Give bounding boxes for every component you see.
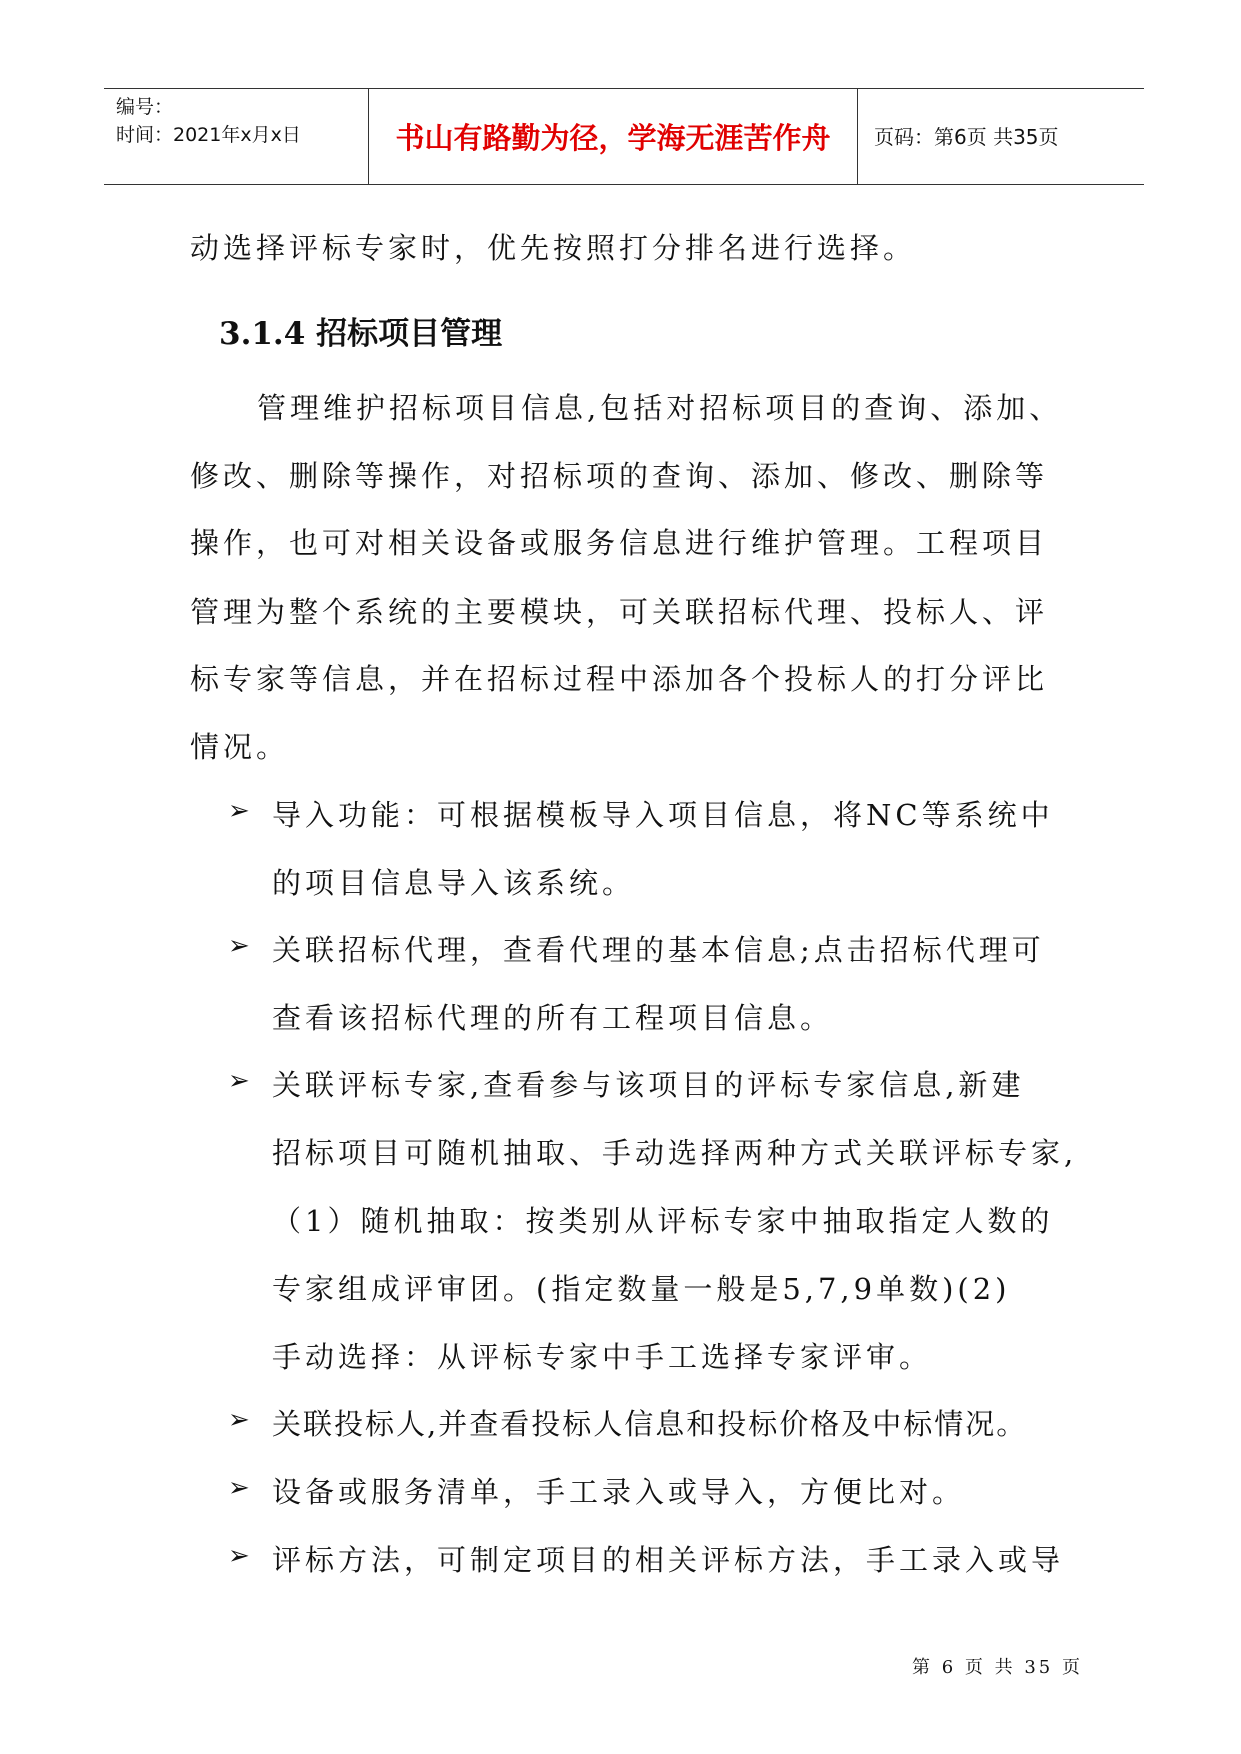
bullet-line: 评标方法，可制定项目的相关评标方法，手工录入或导: [272, 1543, 1065, 1577]
header-page-number: 页码：第6页 共35页: [874, 125, 1059, 149]
bullet-line: 专家组成评审团。(指定数量一般是5,7,9单数)(2): [272, 1272, 1011, 1306]
bullet-arrow-icon: ➢: [228, 796, 250, 826]
bullet-line: 手动选择：从评标专家中手工选择专家评审。: [272, 1340, 933, 1374]
bullet-arrow-icon: ➢: [228, 1473, 250, 1503]
page-header: [104, 88, 1144, 185]
header-meta: [116, 93, 366, 149]
bullet-line: 招标项目可随机抽取、手动选择两种方式关联评标专家,: [272, 1136, 1078, 1170]
document-time-label: 时间：2021年x月x日: [116, 124, 301, 146]
bullet-arrow-icon: ➢: [228, 1066, 250, 1096]
page-footer-number: 第 6 页 共 35 页: [912, 1657, 1083, 1678]
section-heading: 3.1.4 招标项目管理: [219, 316, 503, 352]
header-motto: 书山有路勤为径，学海无涯苦作舟: [395, 121, 831, 155]
header-divider: [368, 89, 369, 184]
bullet-arrow-icon: ➢: [228, 931, 250, 961]
bullet-line: 设备或服务清单，手工录入或导入，方便比对。: [272, 1475, 966, 1509]
document-number-label: 编号：: [116, 96, 174, 118]
paragraph-line: 管理维护招标项目信息,包括对招标项目的查询、添加、: [257, 391, 1063, 425]
bullet-line: 关联评标专家,查看参与该项目的评标专家信息,新建: [272, 1068, 1025, 1102]
header-divider: [857, 89, 858, 184]
paragraph-line: 操作，也可对相关设备或服务信息进行维护管理。工程项目: [190, 526, 1049, 560]
bullet-line: 导入功能：可根据模板导入项目信息，将NC等系统中: [272, 798, 1054, 832]
continuation-line: 动选择评标专家时，优先按照打分排名进行选择。: [190, 231, 917, 265]
bullet-line: 关联投标人,并查看投标人信息和投标价格及中标情况。: [272, 1407, 1028, 1441]
bullet-line: 关联招标代理，查看代理的基本信息;点击招标代理可: [272, 933, 1045, 967]
paragraph-line: 标专家等信息，并在招标过程中添加各个投标人的打分评比: [190, 662, 1049, 696]
paragraph-line: 情况。: [190, 730, 290, 764]
bullet-line: 的项目信息导入该系统。: [272, 866, 636, 900]
bullet-line: （1）随机抽取：按类别从评标专家中抽取指定人数的: [272, 1204, 1054, 1238]
paragraph-line: 管理为整个系统的主要模块，可关联招标代理、投标人、评: [190, 595, 1049, 629]
bullet-arrow-icon: ➢: [228, 1541, 250, 1571]
paragraph-line: 修改、删除等操作，对招标项的查询、添加、修改、删除等: [190, 459, 1049, 493]
bullet-line: 查看该招标代理的所有工程项目信息。: [272, 1001, 834, 1035]
bullet-arrow-icon: ➢: [228, 1405, 250, 1435]
